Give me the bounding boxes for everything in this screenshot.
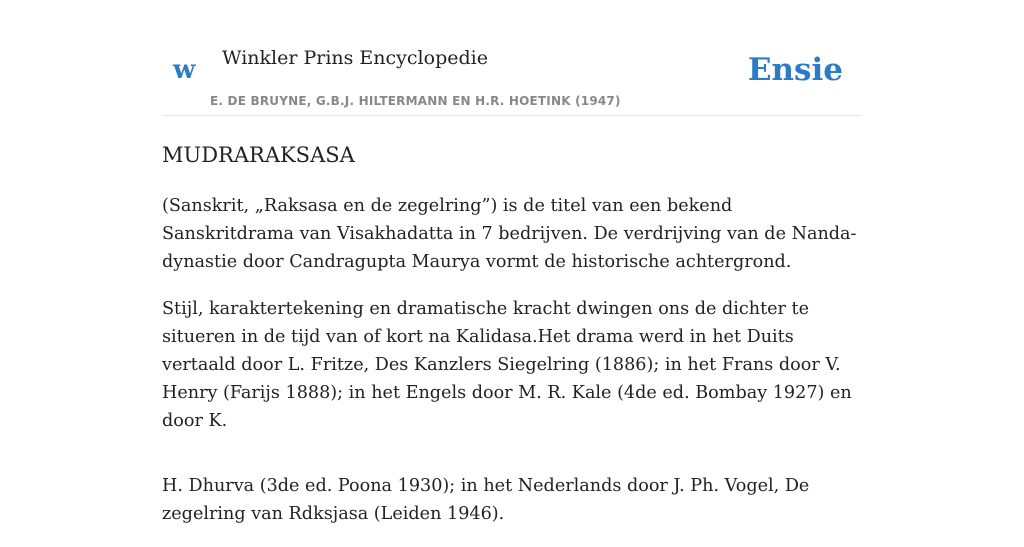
logo-icon[interactable]: w	[173, 55, 196, 85]
header-divider	[162, 115, 862, 116]
authors-byline: E. DE BRUYNE, G.B.J. HILTERMANN EN H.R. HOETINK (1947)	[210, 94, 621, 108]
article-title: MUDRARAKSASA	[162, 143, 355, 167]
article-paragraph: (Sanskrit, „Raksasa en de zegelring”) is de titel van een bekend Sanskritdrama van Visakhadatta in 7 bedrijven. De verdrijving van de Nanda-dynastie door Candragupta Maurya vormt de historische achtergrond.	[162, 196, 857, 272]
article-body	[162, 192, 867, 547]
site-title-link[interactable]: Winkler Prins Encyclopedie	[222, 47, 488, 69]
ensie-logo-link[interactable]: Ensie	[747, 52, 843, 88]
article-paragraph: Stijl, karaktertekening en dramatische kracht dwingen ons de dichter te situeren in de tijd van of kort na Kalidasa.Het drama werd in het Duits vertaald door L. Fritze, Des Kanzlers Siegelring (1886); in het Frans door V. Henry (Farijs 1888); in het Engels door M. R. Kale (4de ed. Bombay 1927) en door K.	[162, 299, 852, 431]
article-paragraph: H. Dhurva (3de ed. Poona 1930); in het Nederlands door J. Ph. Vogel, De zegelring van Rdksjasa (Leiden 1946).	[162, 476, 810, 524]
